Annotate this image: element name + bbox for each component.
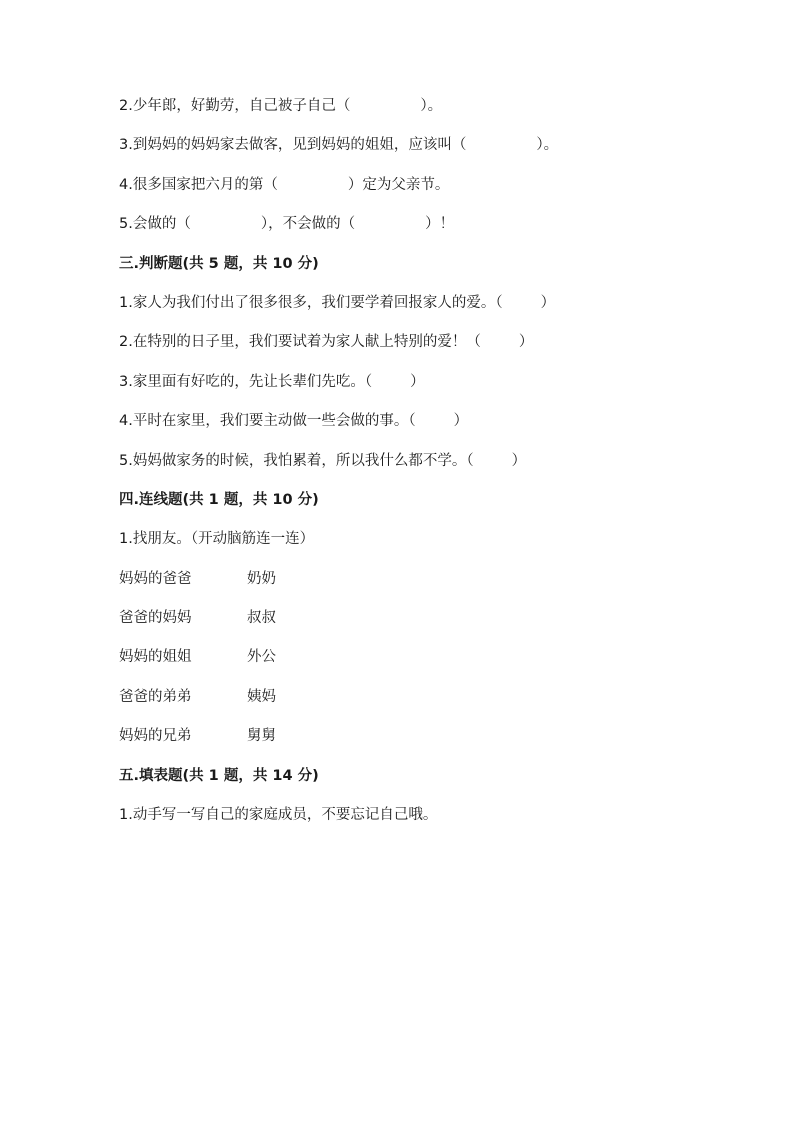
fill-blank-question-2: 2.少年郎，好勤劳，自己被子自己（ ）。: [119, 98, 443, 114]
matching-left-item[interactable]: 爸爸的妈妈: [119, 610, 192, 627]
matching-pair-row: [119, 722, 719, 761]
matching-pair-row: [119, 565, 719, 604]
table-question: 1.动手写一写自己的家庭成员，不要忘记自己哦。: [119, 807, 438, 824]
true-false-question-4: 4.平时在家里，我们要主动做一些会做的事。（ ）: [119, 413, 469, 430]
fill-blank-question-3: 3.到妈妈的妈妈家去做客，见到妈妈的姐姐，应该叫（ ）。: [119, 137, 559, 154]
matching-left-item[interactable]: 爸爸的弟弟: [119, 688, 192, 705]
matching-pair-row: [119, 604, 719, 643]
fill-blank-question-4: 4.很多国家把六月的第（ ）定为父亲节。: [119, 176, 450, 193]
matching-right-item[interactable]: 奶奶: [247, 570, 276, 587]
section-heading-matching: 四.连线题(共 1 题，共 10 分): [119, 491, 319, 508]
matching-right-item[interactable]: 舅舅: [247, 728, 276, 745]
matching-left-item[interactable]: 妈妈的姐姐: [119, 649, 192, 666]
matching-pair-row: [119, 683, 719, 722]
true-false-question-2: 2.在特别的日子里，我们要试着为家人献上特别的爱！（ ）: [119, 334, 534, 351]
section-heading-table: 五.填表题(共 1 题，共 14 分): [119, 767, 319, 784]
matching-question: 1.找朋友。（开动脑筋连一连）: [119, 531, 315, 548]
matching-right-item[interactable]: 姨妈: [247, 688, 276, 705]
matching-right-item[interactable]: 叔叔: [247, 610, 276, 627]
section-heading-true-false: 三.判断题(共 5 题，共 10 分): [119, 255, 319, 272]
fill-blank-question-5: 5.会做的（ ），不会做的（ ）！: [119, 216, 455, 233]
true-false-question-1: 1.家人为我们付出了很多很多，我们要学着回报家人的爱。（ ）: [119, 294, 556, 311]
matching-left-item[interactable]: 妈妈的兄弟: [119, 728, 192, 745]
true-false-question-5: 5.妈妈做家务的时候，我怕累着，所以我什么都不学。（ ）: [119, 452, 527, 469]
matching-left-item[interactable]: 妈妈的爸爸: [119, 570, 192, 587]
true-false-question-3: 3.家里面有好吃的，先让长辈们先吃。（ ）: [119, 373, 425, 390]
matching-pair-row: [119, 643, 719, 682]
worksheet-page: [119, 92, 719, 840]
matching-right-item[interactable]: 外公: [247, 649, 276, 666]
